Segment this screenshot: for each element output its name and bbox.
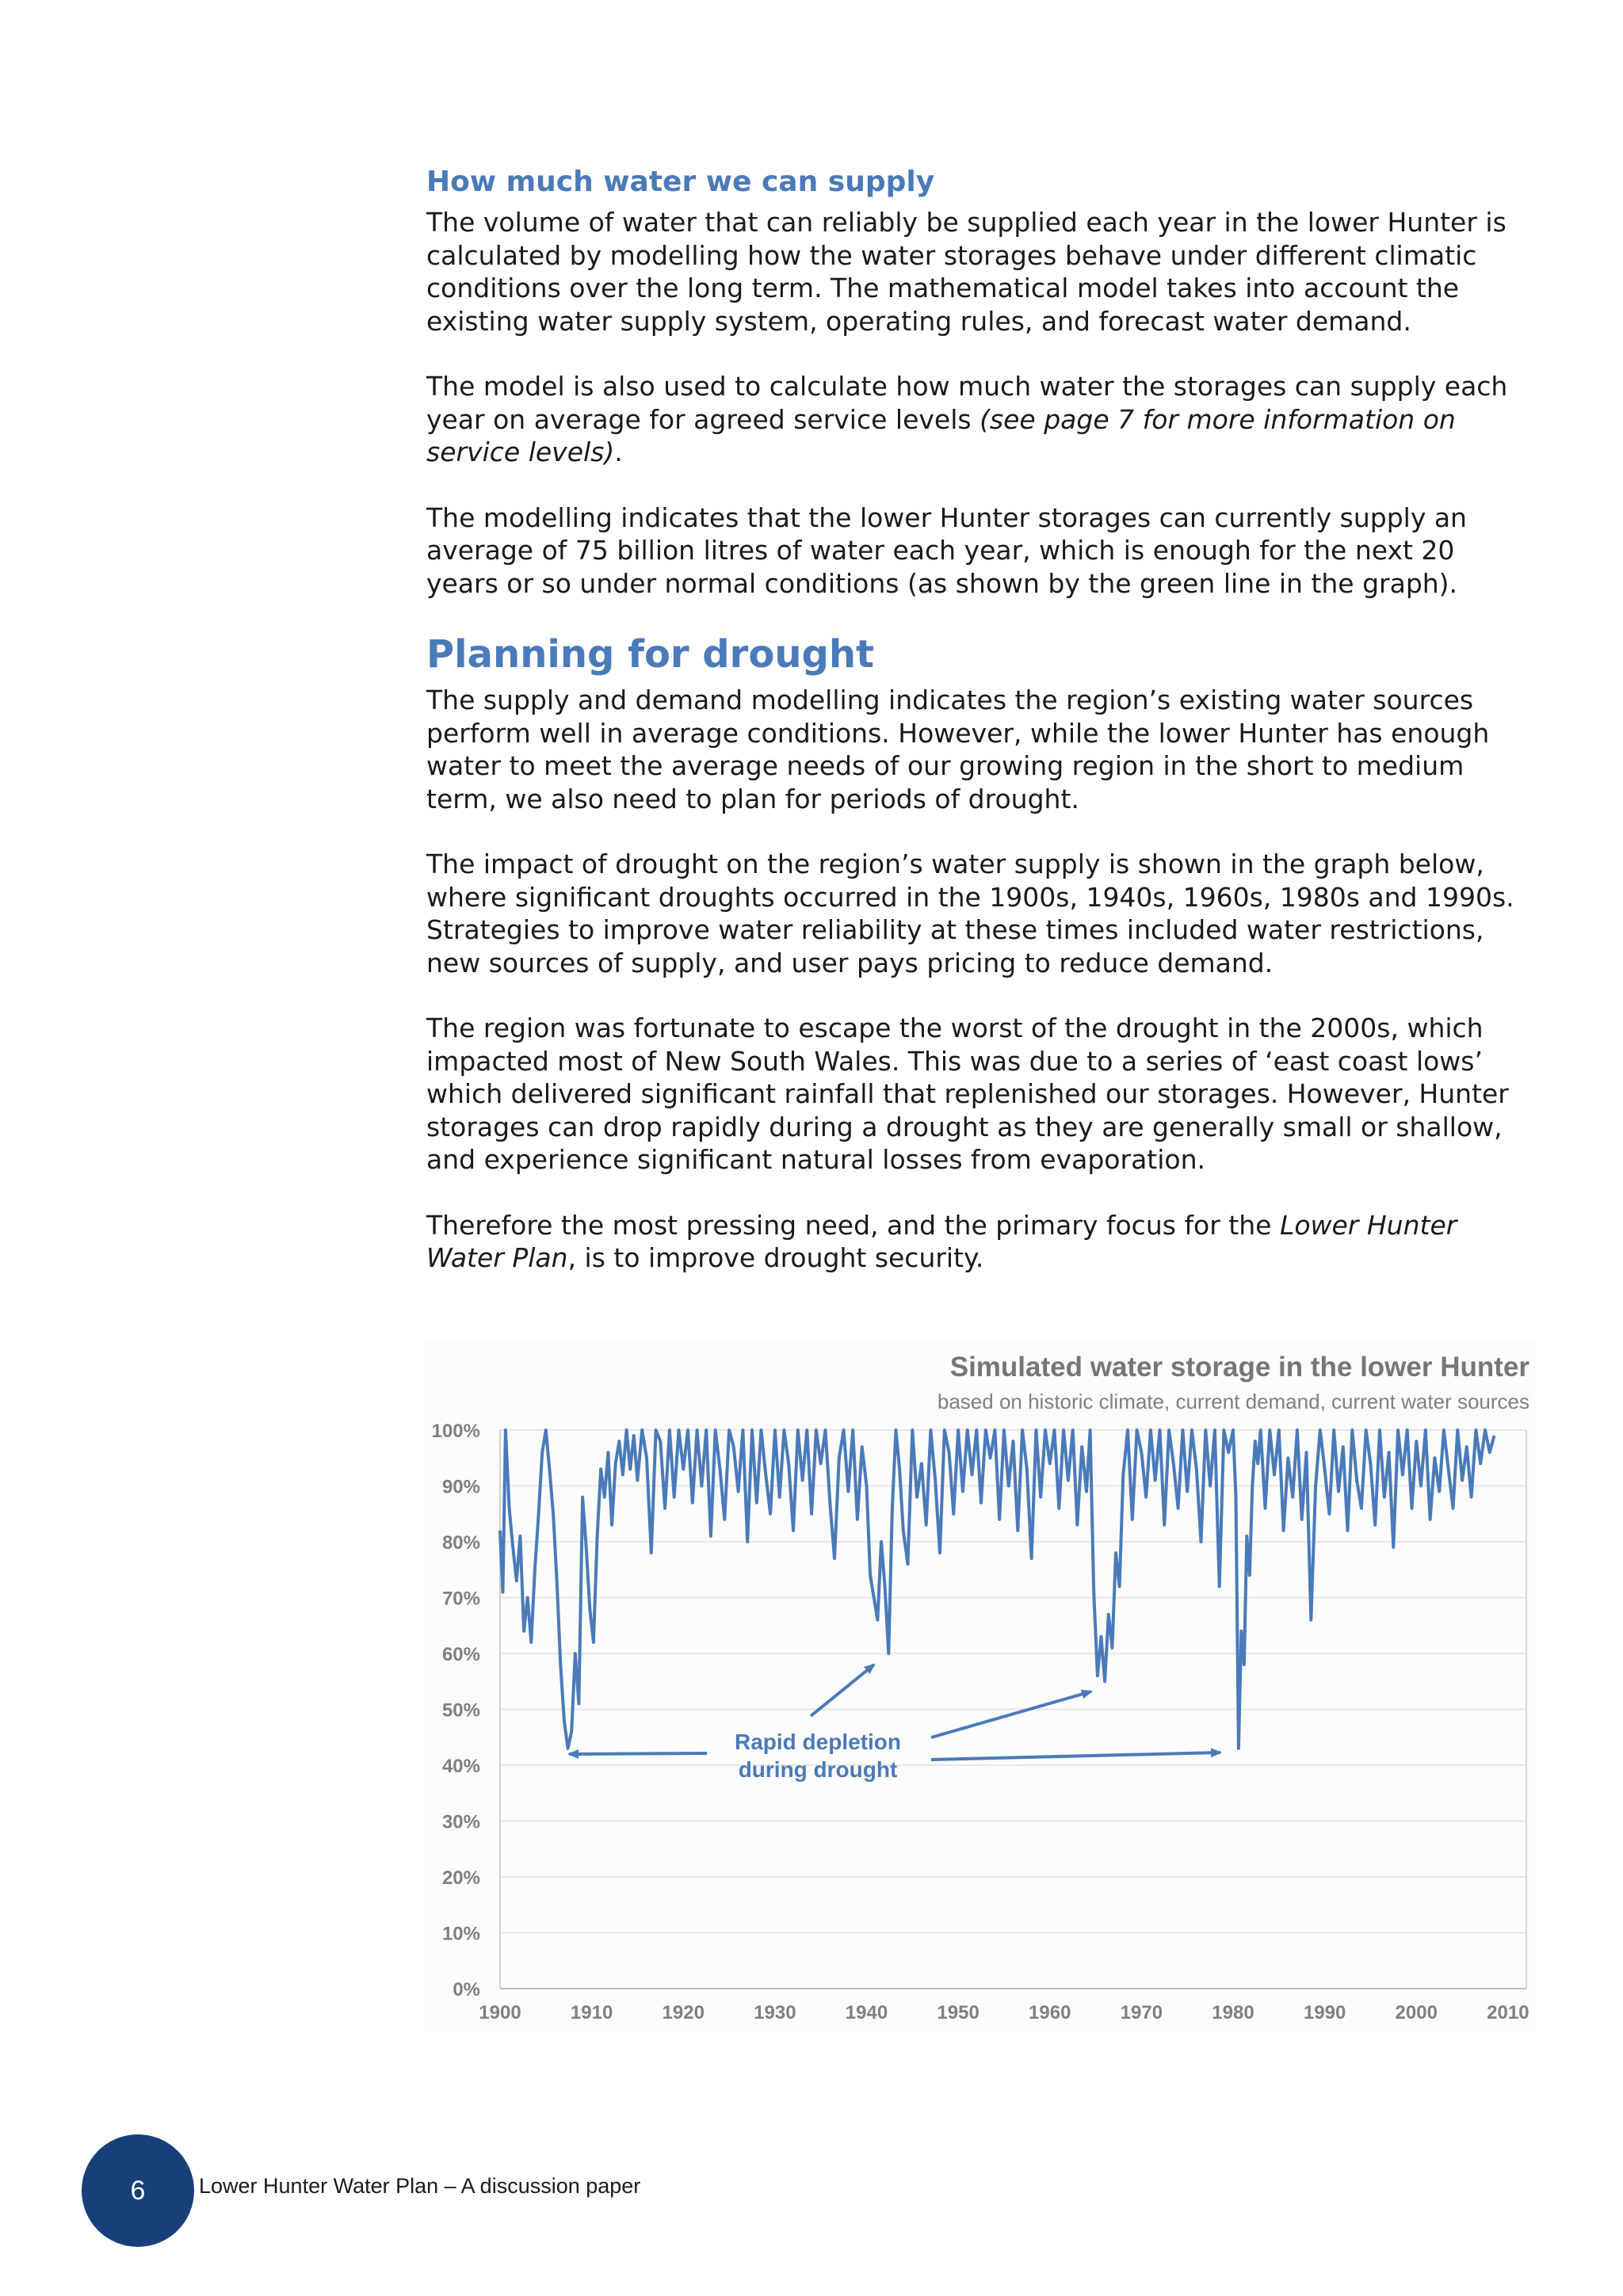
y-axis-tick-labels [432,1421,480,2000]
x-tick-label: 1910 [570,2002,613,2023]
annotation-arrow-1940s [811,1665,874,1716]
x-tick-label: 1900 [479,2002,521,2023]
y-tick-label: 80% [441,1532,480,1554]
paragraph-supply-2: The model is also used to calculate how much water the storages can supply each year on average for agreed service levels (see page 7 for more information on service levels). [426,371,1508,467]
annotation-label-line2: during drought [738,1757,898,1782]
x-tick-label: 1980 [1212,2002,1254,2023]
x-tick-label: 1940 [845,2002,888,2023]
chart-series [500,1430,1495,1749]
annotation-label-line1: Rapid depletion [735,1730,901,1754]
x-tick-label: 1930 [754,2002,796,2023]
paragraph-drought-2: The impact of drought on the region’s water supply is shown in the graph below, where significant droughts occurred in the 1900s, 1940s, 1960s, 1980s and 1990s. Strategies to improve water reliability at these times included water restrictions, new sources of supply, and user pays pricing to reduce demand. [426,849,1514,978]
x-tick-label: 1920 [662,2002,705,2023]
section-heading-drought: Planning for drought [426,632,874,677]
annotation-arrow-1900s [569,1753,707,1754]
x-tick-label: 2000 [1395,2002,1438,2023]
y-tick-label: 20% [441,1867,480,1889]
chart-annotation [569,1665,1220,1782]
page-number-badge [82,2134,194,2247]
x-tick-label: 1970 [1120,2002,1163,2023]
page-number: 6 [130,2175,146,2206]
annotation-arrow-1980s [931,1753,1220,1760]
x-axis-tick-labels [479,2002,1529,2023]
y-tick-label: 10% [441,1923,480,1945]
x-tick-label: 1990 [1303,2002,1346,2023]
y-tick-label: 60% [441,1644,480,1665]
paragraph-supply-1: The volume of water that can reliably be supplied each year in the lower Hunter is calculated by modelling how the water storages behave under different climatic conditions over the long term. The mathematical model takes into account the existing water supply system, operating rules, and forecast water demand. [426,207,1507,337]
paragraph-drought-4: Therefore the most pressing need, and the primary focus for the Lower Hunter Water Plan, is to improve drought security. [426,1209,1457,1273]
y-tick-label: 70% [441,1588,480,1610]
y-tick-label: 90% [441,1476,480,1498]
y-tick-label: 40% [441,1756,480,1777]
paragraph-supply-3: The modelling indicates that the lower Hunter storages can currently supply an average of 75 billion litres of water each year, which is enough for the next 20 years or so under normal conditions (as shown by the green line in the graph). [426,502,1467,599]
paragraph-drought-3: The region was fortunate to escape the worst of the drought in the 2000s, which impacted most of New South Wales. This was due to a series of ‘east coast lows’ which delivered significant rainfall that replenished our storages. However, Hunter storages can drop rapidly during a drought as they are generally small or shallow, and experience significant natural losses from evaporation. [426,1013,1509,1175]
y-tick-label: 50% [441,1699,480,1722]
section-heading-supply: How much water we can supply [426,166,935,198]
y-tick-label: 0% [453,1979,480,2000]
x-tick-label: 1960 [1029,2002,1071,2023]
y-tick-label: 100% [431,1421,480,1442]
annotation-arrow-1960s [931,1691,1091,1737]
chart-subtitle: based on historic climate, current demand, current water sources [937,1390,1529,1413]
x-tick-label: 2010 [1487,2002,1529,2023]
storage-series-line [500,1430,1495,1749]
chart-title: Simulated water storage in the lower Hunter [949,1352,1529,1383]
footer-document-title: Lower Hunter Water Plan – A discussion paper [199,2174,641,2198]
x-tick-label: 1950 [937,2002,980,2023]
paragraph-drought-1: The supply and demand modelling indicates the region’s existing water sources perform well in average conditions. However, while the lower Hunter has enough water to meet the average needs of our growing region in the short to medium term, we also need to plan for periods of drought. [426,685,1490,814]
y-tick-label: 30% [441,1811,480,1833]
